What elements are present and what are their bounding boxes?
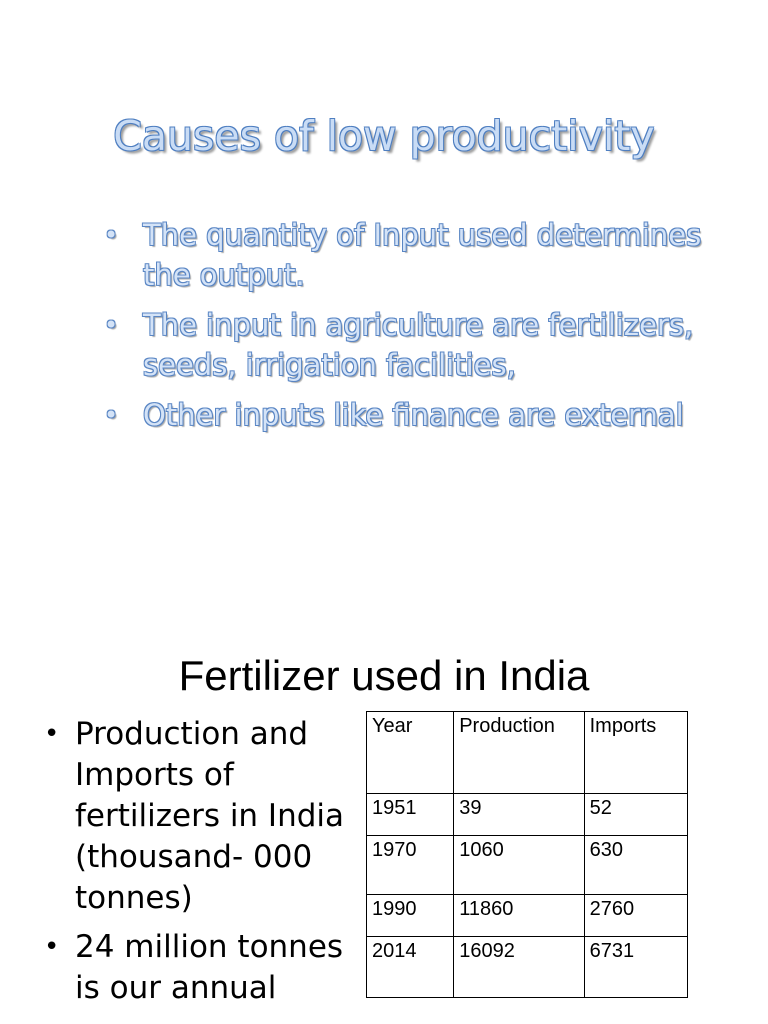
table-cell: 1060 [454, 836, 584, 895]
bullet-list [100, 215, 720, 445]
bullet-item [44, 927, 374, 1009]
table-row [367, 836, 688, 895]
bullet-list [44, 714, 374, 1017]
bullet-icon: • [44, 719, 60, 749]
bullet-icon: • [104, 221, 119, 249]
bullet-icon: • [104, 401, 119, 429]
header-cell-production: Production [454, 712, 584, 794]
bullet-text: Other inputs like finance are external [143, 398, 684, 432]
table-cell: 2760 [584, 895, 687, 937]
bullet-text: The quantity of Input used determines the output. [143, 218, 702, 292]
table-cell: 39 [454, 794, 584, 836]
table-cell: 11860 [454, 895, 584, 937]
table-cell: 16092 [454, 937, 584, 998]
table-cell: 1970 [367, 836, 454, 895]
bullet-icon: • [104, 311, 119, 339]
fertilizer-table [366, 711, 688, 998]
table-header-row [367, 712, 688, 794]
table-cell: 52 [584, 794, 687, 836]
table-cell: 630 [584, 836, 687, 895]
table-row [367, 895, 688, 937]
slide-title: Causes of low productivity [113, 112, 655, 160]
header-cell-year: Year [367, 712, 454, 794]
bullet-text: The input in agriculture are fertilizers, seeds, irrigation facilities, [143, 308, 694, 382]
table-row [367, 794, 688, 836]
header-cell-imports: Imports [584, 712, 687, 794]
bullet-icon: • [44, 932, 60, 962]
slide-fertilizer-used-in-india [0, 590, 768, 1024]
table-cell: 1951 [367, 794, 454, 836]
slide-title: Fertilizer used in India [178, 652, 590, 699]
bullet-item [100, 215, 720, 295]
table-row [367, 937, 688, 998]
table-cell: 6731 [584, 937, 687, 998]
bullet-item [100, 395, 720, 435]
bullet-text: 24 million tonnes is our annual [75, 929, 344, 1006]
table-cell: 2014 [367, 937, 454, 998]
bullet-text: Production and Imports of fertilizers in India (thousand- 000 tonnes) [75, 716, 345, 916]
bullet-item [100, 305, 720, 385]
bullet-item [44, 714, 374, 919]
table-cell: 1990 [367, 895, 454, 937]
